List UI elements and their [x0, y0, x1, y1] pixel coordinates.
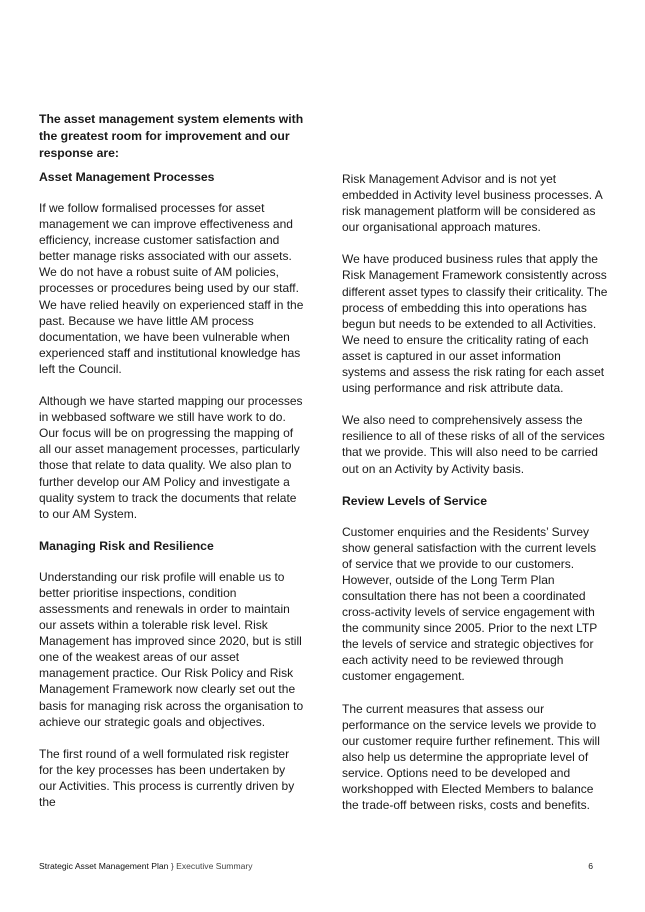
- heading-asset-management-processes: Asset Management Processes: [39, 170, 215, 184]
- paragraph: We have produced business rules that apply the Risk Management Framework consistently across different asset types to classify their criticality. The process of embedding this into operations has begun but needs to be extended to all Activities. We need to ensure the criticality rating of each asset is captured in our asset information systems and assess the risk rating for each asset using performance and risk attribute data.: [342, 252, 608, 396]
- paragraph: Risk Management Advisor and is not yet embedded in Activity level business processes. A risk management platform will be considered as our organisational approach matures.: [342, 172, 603, 235]
- intro-heading: The asset management system elements with the greatest room for improvement and our response are:: [39, 112, 304, 160]
- paragraph: The current measures that assess our performance on the service levels we provide to our customer require further refinement. This will also help us determine the appropriate level of service. Options need to be developed and workshopped with Elected Members to balance the trade-off between risks, costs and benefits.: [342, 701, 600, 813]
- paragraph: If we follow formalised processes for asset management we can improve effectiveness and efficiency, increase customer satisfaction and better manage risks associated with our assets. We do not have a robust suite of AM policies, processes or procedures being used by our staff. We have relied heavily on experienced staff in the past. Because we have little AM process documentation, we have been vulnerable when experienced staff and institutional knowledge has left the Council.: [39, 201, 304, 376]
- paragraph: The first round of a well formulated risk register for the key processes has been undertaken by our Activities. This process is currently driven by the: [39, 746, 295, 809]
- right-column: [342, 171, 608, 829]
- footer-separator: }: [170, 861, 174, 871]
- heading-review-levels-of-service: Review Levels of Service: [342, 493, 487, 508]
- page-number: 6: [588, 861, 593, 871]
- heading-managing-risk: Managing Risk and Resilience: [39, 538, 214, 553]
- footer-document-title: Strategic Asset Management Plan: [39, 861, 169, 871]
- footer-section-name: Executive Summary: [176, 861, 253, 871]
- paragraph: Customer enquiries and the Residents’ Survey show general satisfaction with the current levels of service that we provide to our customers. However, outside of the Long Term Plan consultation there has not been a coordinated cross-activity levels of service engagement with the community since 2005. Prior to the next LTP the levels of service and strategic objectives for each activity need to be reviewed through customer engagement.: [342, 524, 598, 684]
- paragraph: We also need to comprehensively assess the resilience to all of these risks of all of the services that we provide. This will also need to be carried out on an Activity by Activity basis.: [342, 413, 605, 476]
- paragraph: Although we have started mapping our processes in webbased software we still have work to do. Our focus will be on progressing the mapping of all our asset management processes, particularly those that relate to data quality. We also plan to further develop our AM Policy and investigate a quality system to track the documents that relate to our AM System.: [39, 394, 303, 521]
- left-column: [39, 169, 305, 826]
- page-footer: [39, 860, 593, 872]
- footer-label: [39, 860, 253, 872]
- paragraph: Understanding our risk profile will enable us to better prioritise inspections, condition assessments and renewals in order to maintain our assets within a tolerable risk level. Risk Management has improved since 2020, but is still one of the weakest areas of our asset management practice. Our Risk Policy and Risk Management Framework now clearly set out the basis for managing risk across the organisation to achieve our strategic goals and objectives.: [39, 569, 304, 729]
